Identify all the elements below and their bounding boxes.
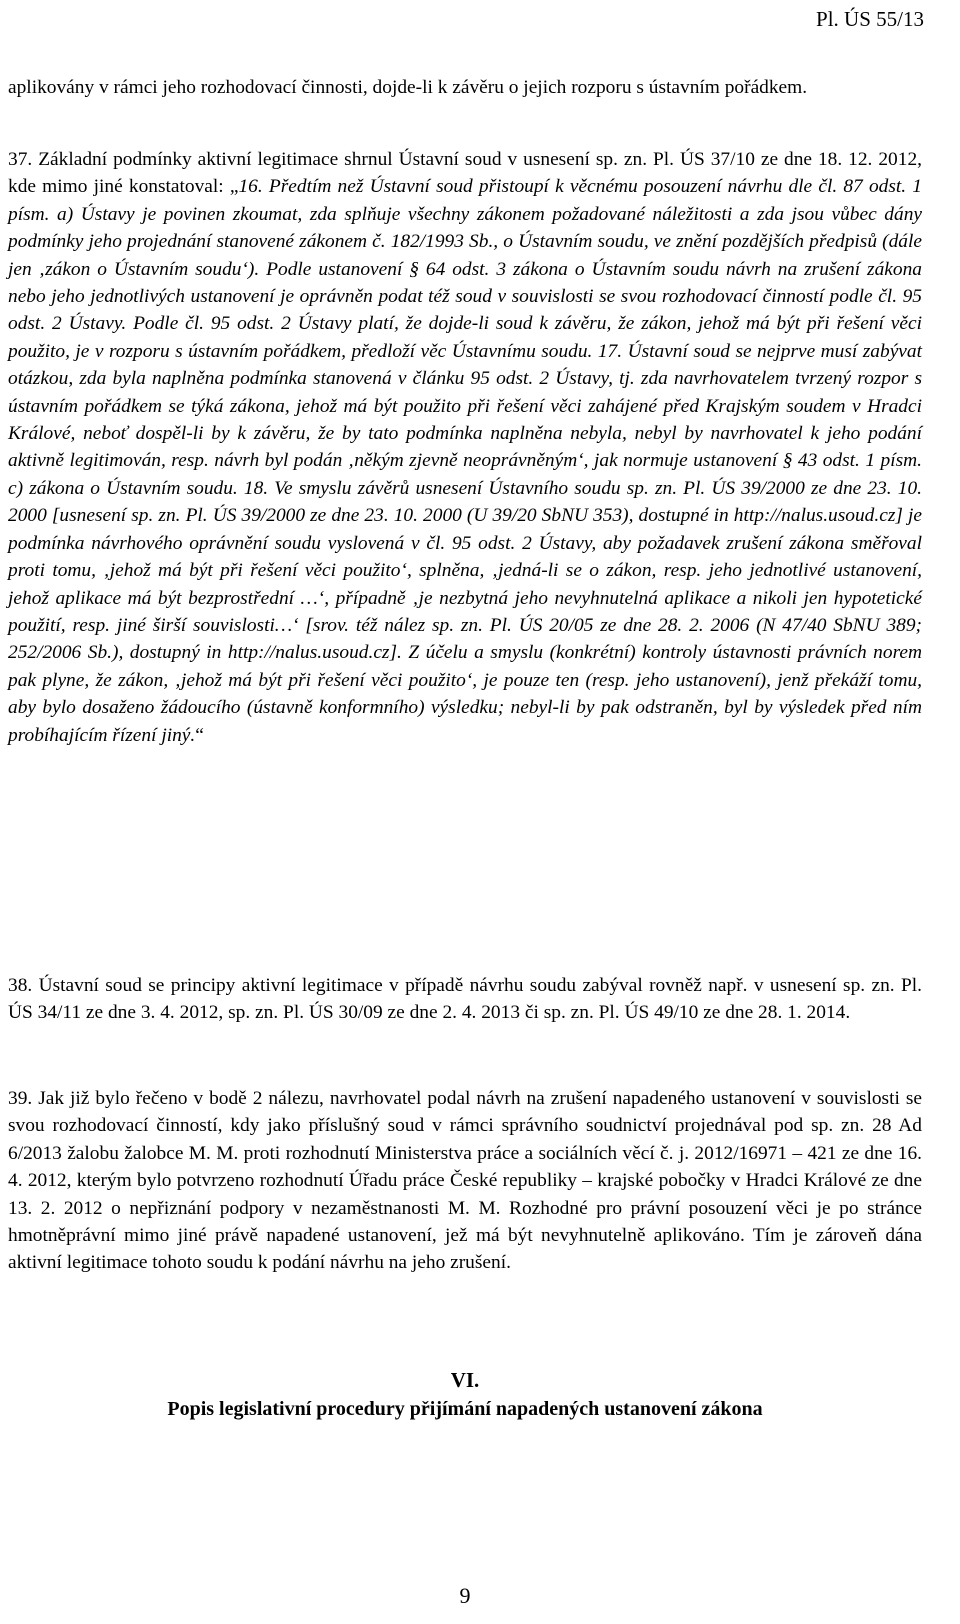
paragraph-37 <box>8 146 922 749</box>
paragraph-37-close-quote: “ <box>195 724 204 746</box>
paragraph-37-lead: 37. Základní podmínky aktivní legitimace shrnul Ústavní soud v usnesení sp. zn. Pl. ÚS 37/10 ze dne 18. 12. 2012, kde mimo jiné konstatoval: „ <box>8 149 922 198</box>
page-number: 9 <box>459 1583 471 1608</box>
paragraph-39: 39. Jak již bylo řečeno v bodě 2 nálezu, navrhovatel podal návrh na zrušení napadeného ustanovení v souvislosti se svou rozhodovací činností, kdy jako příslušný soud v rámci správního soudnictví projednával pod sp. zn. 28 Ad 6/2013 žalobu žalobce M. M. proti rozhodnutí Ministerstva práce a sociálních věcí č. j. 2012/16971 – 421 ze dne 16. 4. 2012, kterým bylo potvrzeno rozhodnutí Úřadu práce České republiky – krajské pobočky v Hradci Králové ze dne 13. 2. 2012 o nepřiznání podpory v nezaměstnanosti M. M. Rozhodné pro právní posouzení věci je po stránce hmotněprávní mimo jiné právě napadené ustanovení, jež má být nevyhnutelně aplikováno. Tím je zároveň dána aktivní legitimace tohoto soudu k podání návrhu na jeho zrušení. <box>8 1088 922 1274</box>
section-number: VI. <box>450 1368 480 1392</box>
paragraph-37-quote: 16. Předtím než Ústavní soud přistoupí k věcnému posouzení návrhu dle čl. 87 odst. 1 písm. a) Ústavy je povinen zkoumat, zda splňuje všechny zákonem požadované náležitosti a zda jsou vůbec dány podmínky jeho projednání stanovené zákonem č. 182/1993 Sb., o Ústavním soudu, ve znění pozdějších předpisů (dále jen ‚zákon o Ústavním soudu‘). Podle ustanovení § 64 odst. 3 zákona o Ústavním soudu návrh na zrušení zákona nebo jeho jednotlivých ustanovení je oprávněn podat též soud v souvislosti se svou rozhodovací činností podle čl. 95 odst. 2 Ústavy. Podle čl. 95 odst. 2 Ústavy platí, že dojde-li soud k závěru, že zákon, jehož má být při řešení věci použito, je v rozporu s ústavním pořádkem, předloží věc Ústavnímu soudu. 17. Ústavní soud se nejprve musí zabývat otázkou, zda byla naplněna podmínka stanovená v článku 95 odst. 2 Ústavy, tj. zda navrhovatelem tvrzený rozpor s ústavním pořádkem se týká zákona, jehož má být použito při řešení věci zahájené před Krajským soudem v Hradci Králové, neboť dospěl-li by k závěru, že by tato podmínka naplněna nebyla, nebyl by navrhovatel k jeho podání aktivně legitimován, resp. návrh byl podán ‚někým zjevně neoprávněným‘, jak normuje ustanovení § 43 odst. 1 písm. c) zákona o Ústavním soudu. 18. Ve smyslu závěrů usnesení Ústavního soudu sp. zn. Pl. ÚS 39/2000 ze dne 23. 10. 2000 [usnesení sp. zn. Pl. ÚS 39/2000 ze dne 23. 10. 2000 (U 39/20 SbNU 353), dostupné in http://nalus.usoud.cz] je podmínka návrhového oprávnění soudu vyslovená v čl. 95 odst. 2 Ústavy, aby požadavek zrušení zákona směřoval proti tomu, ‚jehož má být při řešení věci použito‘, splněna, ‚jedná-li se o zákon, resp. jeho jednotlivé ustanovení, jehož aplikace má být bezprostřední …‘, případně ‚je nezbytná jeho nevyhnutelná aplikace a nikoli jen hypotetické použití, resp. jiné širší souvislosti…‘ [srov. též nález sp. zn. Pl. ÚS 20/05 ze dne 28. 2. 2006 (N 47/40 SbNU 389; 252/2006 Sb.), dostupný in http://nalus.usoud.cz]. Z účelu a smyslu (konkrétní) kontroly ústavnosti právních norem pak plyne, že zákon, ‚jehož má být při řešení věci použito‘, je pouze ten (resp. jeho ustanovení), jenž překáží tomu, aby bylo dosaženo žádoucího (ústavně konformního) výsledku; nebyl-li by pak odstraněn, byl by výsledek před ním probíhajícím řízení jiný. <box>8 176 922 746</box>
case-reference-header: Pl. ÚS 55/13 <box>816 7 924 31</box>
section-title: Popis legislativní procedury přijímání napadených ustanovení zákona <box>167 1398 763 1420</box>
paragraph-38: 38. Ústavní soud se principy aktivní legitimace v případě návrhu soudu zabýval rovněž např. v usnesení sp. zn. Pl. ÚS 34/11 ze dne 3. 4. 2012, sp. zn. Pl. ÚS 30/09 ze dne 2. 4. 2013 či sp. zn. Pl. ÚS 49/10 ze dne 28. 1. 2014. <box>8 975 922 1024</box>
paragraph-intro: aplikovány v rámci jeho rozhodovací činnosti, dojde-li k závěru o jejich rozporu s ústavním pořádkem. <box>8 77 808 98</box>
